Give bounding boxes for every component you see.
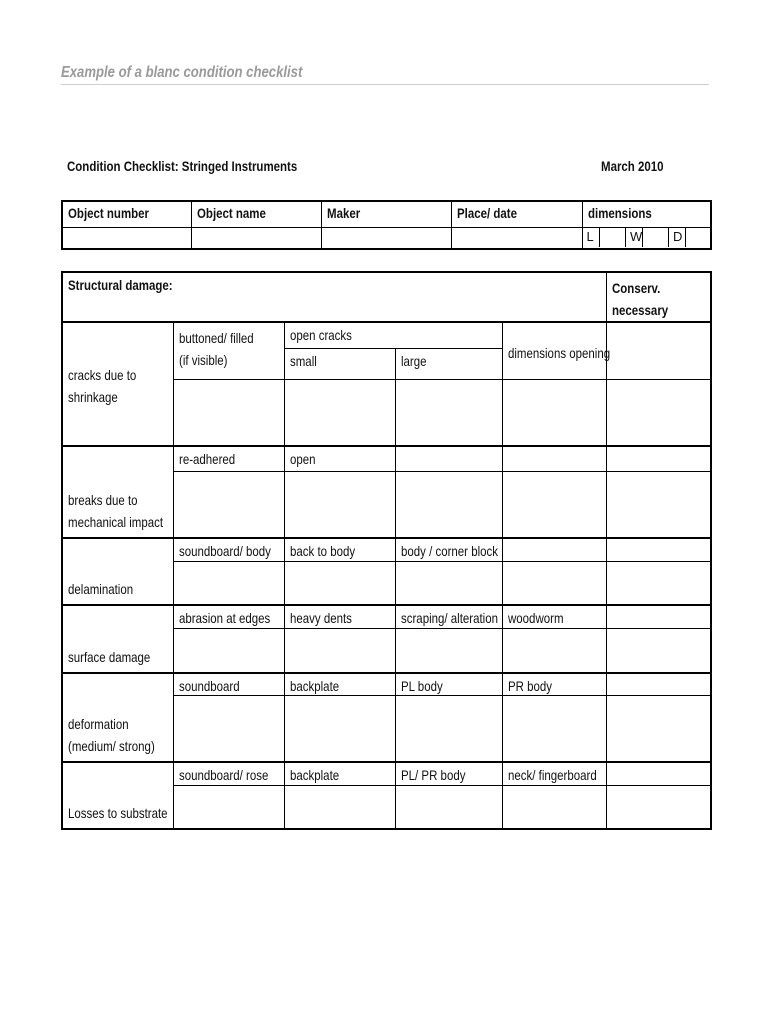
place-date-field[interactable]: [451, 228, 582, 250]
surface-entry-2[interactable]: [284, 628, 395, 673]
category-deformation: deformation (medium/ strong): [62, 673, 173, 762]
deformation-entry-2[interactable]: [284, 695, 395, 762]
conserv-cracks-option-cell[interactable]: [606, 322, 711, 379]
losses-entry-2[interactable]: [284, 785, 395, 829]
category-surface-damage: surface damage: [62, 605, 173, 673]
structural-damage-header: Structural damage:: [62, 272, 606, 322]
deformation-entry-3[interactable]: [395, 695, 502, 762]
option-backplate: backplate: [284, 673, 395, 695]
breaks-conserv-header-cell[interactable]: [606, 446, 711, 471]
losses-entry-3[interactable]: [395, 785, 502, 829]
surface-entry-1[interactable]: [173, 628, 284, 673]
option-soundboard-rose: soundboard/ rose: [173, 762, 284, 785]
option-blank-3: [395, 446, 502, 471]
option-neck-fingerboard: neck/ fingerboard: [502, 762, 606, 785]
category-breaks-mechanical-impact: breaks due to mechanical impact: [62, 446, 173, 538]
delamination-conserv-entry[interactable]: [606, 561, 711, 605]
cracks-dimensions-entry[interactable]: [502, 379, 606, 446]
maker-field[interactable]: [321, 228, 451, 250]
title-divider: [61, 84, 709, 85]
option-re-adhered: re-adhered: [173, 446, 284, 471]
option-large: large: [395, 348, 502, 379]
object-number-field[interactable]: [62, 228, 191, 250]
option-open: open: [284, 446, 395, 471]
option-open-cracks: open cracks: [284, 322, 502, 348]
dimension-label-l: L: [583, 228, 600, 247]
category-losses-to-substrate: Losses to substrate: [62, 762, 173, 829]
delamination-conserv-header-cell[interactable]: [606, 538, 711, 561]
option-dimensions-opening: dimensions opening: [502, 322, 606, 379]
option-abrasion-at-edges: abrasion at edges: [173, 605, 284, 628]
breaks-entry-3[interactable]: [395, 471, 502, 538]
checklist-date: March 2010: [601, 158, 664, 174]
option-scraping-alteration: scraping/ alteration: [395, 605, 502, 628]
surface-entry-4[interactable]: [502, 628, 606, 673]
breaks-entry-1[interactable]: [173, 471, 284, 538]
option-woodworm: woodworm: [502, 605, 606, 628]
delamination-entry-3[interactable]: [395, 561, 502, 605]
object-number-header: Object number: [62, 201, 191, 228]
dimension-label-d: D: [669, 228, 686, 247]
option-soundboard-body: soundboard/ body: [173, 538, 284, 561]
deformation-conserv-entry[interactable]: [606, 695, 711, 762]
dimension-w-field[interactable]: [643, 228, 669, 247]
place-date-header: Place/ date: [451, 201, 582, 228]
option-pl-body: PL body: [395, 673, 502, 695]
deformation-conserv-header-cell[interactable]: [606, 673, 711, 695]
option-heavy-dents: heavy dents: [284, 605, 395, 628]
dimension-label-w: W: [626, 228, 643, 247]
object-name-header: Object name: [191, 201, 321, 228]
option-body-corner-block: body / corner block: [395, 538, 502, 561]
document-title: Example of a blanc condition checklist: [61, 64, 303, 81]
object-info-table: [61, 200, 712, 250]
cracks-buttoned-entry[interactable]: [173, 379, 284, 446]
delamination-entry-1[interactable]: [173, 561, 284, 605]
breaks-entry-2[interactable]: [284, 471, 395, 538]
breaks-entry-4[interactable]: [502, 471, 606, 538]
cracks-small-entry[interactable]: [284, 379, 395, 446]
conserv-necessary-header: Conserv. necessary: [606, 272, 711, 322]
object-name-field[interactable]: [191, 228, 321, 250]
option-back-to-body: back to body: [284, 538, 395, 561]
option-pr-body: PR body: [502, 673, 606, 695]
option-pl-pr-body: PL/ PR body: [395, 762, 502, 785]
cracks-conserv-entry[interactable]: [606, 379, 711, 446]
option-backplate-losses: backplate: [284, 762, 395, 785]
losses-conserv-entry[interactable]: [606, 785, 711, 829]
delamination-entry-4[interactable]: [502, 561, 606, 605]
surface-entry-3[interactable]: [395, 628, 502, 673]
structural-damage-table: [61, 271, 712, 830]
surface-conserv-entry[interactable]: [606, 628, 711, 673]
breaks-conserv-entry[interactable]: [606, 471, 711, 538]
losses-entry-4[interactable]: [502, 785, 606, 829]
deformation-entry-4[interactable]: [502, 695, 606, 762]
cracks-large-entry[interactable]: [395, 379, 502, 446]
option-blank: [502, 538, 606, 561]
option-small: small: [284, 348, 395, 379]
dimensions-header: dimensions: [582, 201, 711, 228]
losses-entry-1[interactable]: [173, 785, 284, 829]
deformation-entry-1[interactable]: [173, 695, 284, 762]
checklist-title: Condition Checklist: Stringed Instruments: [67, 158, 298, 174]
category-cracks-shrinkage: cracks due to shrinkage: [62, 322, 173, 446]
dimension-d-field[interactable]: [686, 228, 711, 247]
losses-conserv-header-cell[interactable]: [606, 762, 711, 785]
dimensions-subtable: [583, 228, 711, 247]
surface-conserv-header-cell[interactable]: [606, 605, 711, 628]
dimension-l-field[interactable]: [600, 228, 626, 247]
category-delamination: delamination: [62, 538, 173, 605]
option-soundboard: soundboard: [173, 673, 284, 695]
delamination-entry-2[interactable]: [284, 561, 395, 605]
option-blank-4: [502, 446, 606, 471]
dimensions-field: [582, 228, 711, 250]
maker-header: Maker: [321, 201, 451, 228]
option-buttoned-filled: buttoned/ filled (if visible): [173, 322, 284, 379]
